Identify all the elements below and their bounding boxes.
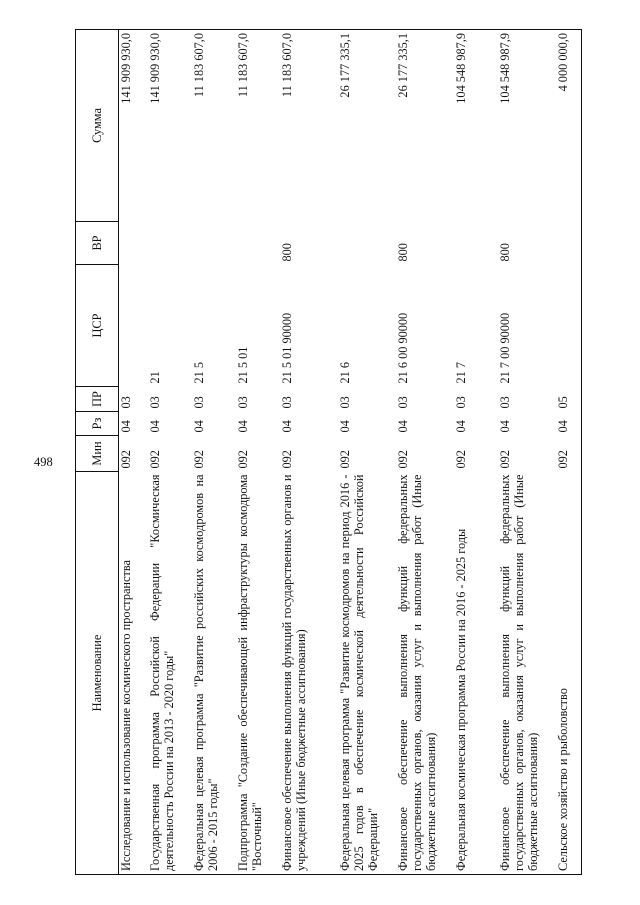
row-pr: 03 xyxy=(191,396,206,409)
row-name: Финансовое обеспечение выполнения функций федеральных государственных органов, оказания услуг и выполнения работ (Иные бюджетные ассигнования) xyxy=(498,472,556,875)
row-min: 092 xyxy=(147,450,162,469)
row-sum: 26 177 335,1 xyxy=(396,30,454,222)
row-min: 092 xyxy=(497,450,512,469)
header-vr: ВР xyxy=(76,222,119,265)
row-name: Федеральная целевая программа "Развитие российских космодромов на 2006 - 2015 годы" xyxy=(192,472,236,875)
row-vr xyxy=(236,222,280,265)
row-vr xyxy=(148,222,192,265)
table-row xyxy=(119,30,148,875)
row-sum: 11 183 607,0 xyxy=(280,30,338,222)
row-sum: 11 183 607,0 xyxy=(236,30,280,222)
table-row xyxy=(556,30,582,875)
row-vr: 800 xyxy=(497,243,512,262)
row-pr: 03 xyxy=(453,396,468,409)
row-pr: 03 xyxy=(337,396,352,409)
row-name: Федеральная целевая программа "Развитие космодромов на период 2016 - 2025 годов в обеспечение космической деятельности Российской Федерации" xyxy=(338,472,396,875)
table-row xyxy=(192,30,236,875)
row-min: 092 xyxy=(191,450,206,469)
row-csr: 21 7 00 90000 xyxy=(497,312,512,384)
row-rz: 04 xyxy=(395,420,410,433)
rotated-table-container xyxy=(75,30,590,875)
row-name: Государственная программа Российской Федерации "Космическая деятельность России на 2013 - 2020 годы" xyxy=(148,472,192,875)
row-pr: 03 xyxy=(497,396,512,409)
row-min: 092 xyxy=(337,450,352,469)
table-row xyxy=(338,30,396,875)
table-row xyxy=(454,30,498,875)
row-name: Федеральная космическая программа России на 2016 - 2025 годы xyxy=(454,472,498,875)
header-sum: Сумма xyxy=(76,30,119,222)
budget-table xyxy=(75,29,582,875)
row-sum: 4 000 000,0 xyxy=(556,30,582,222)
row-vr xyxy=(338,222,396,265)
row-csr xyxy=(556,265,582,387)
row-rz: 04 xyxy=(119,420,133,433)
row-vr: 800 xyxy=(395,243,410,262)
page-number: 498 xyxy=(34,455,53,469)
row-name: Подпрограмма "Создание обеспечивающей инфраструктуры космодрома "Восточный" xyxy=(236,472,280,875)
table-row xyxy=(148,30,192,875)
header-csr: ЦСР xyxy=(76,265,119,387)
header-pr: ПР xyxy=(76,387,119,412)
row-rz: 04 xyxy=(235,420,250,433)
row-rz: 04 xyxy=(453,420,468,433)
row-name: Финансовое обеспечение выполнения функций федеральных государственных органов, оказания услуг и выполнения работ (Иные бюджетные ассигнования) xyxy=(396,472,454,875)
row-min: 092 xyxy=(453,450,468,469)
row-csr: 21 xyxy=(147,371,162,384)
header-rz: Рз xyxy=(76,412,119,436)
row-csr: 21 6 00 90000 xyxy=(395,312,410,384)
row-rz: 04 xyxy=(556,412,582,436)
row-sum: 141 909 930,0 xyxy=(148,30,192,222)
header-name: Наименование xyxy=(76,472,119,875)
row-csr: 21 6 xyxy=(337,361,352,384)
header-row xyxy=(76,30,119,875)
row-sum: 104 548 987,9 xyxy=(498,30,556,222)
table-row xyxy=(396,30,454,875)
row-vr xyxy=(192,222,236,265)
row-vr: 800 xyxy=(279,243,294,262)
row-rz: 04 xyxy=(497,420,512,433)
row-csr: 21 5 xyxy=(191,361,206,384)
table-row xyxy=(236,30,280,875)
row-rz: 04 xyxy=(191,420,206,433)
table-row xyxy=(280,30,338,875)
row-pr: 05 xyxy=(556,387,582,412)
table-row xyxy=(498,30,556,875)
row-sum: 104 548 987,9 xyxy=(454,30,498,222)
row-vr xyxy=(556,222,582,265)
row-sum: 26 177 335,1 xyxy=(338,30,396,222)
row-min: 092 xyxy=(279,450,294,469)
row-sum: 11 183 607,0 xyxy=(192,30,236,222)
row-sum: 141 909 930,0 xyxy=(119,30,148,222)
row-pr: 03 xyxy=(395,396,410,409)
row-min: 092 xyxy=(119,450,133,469)
row-rz: 04 xyxy=(147,420,162,433)
row-csr: 21 5 01 xyxy=(235,346,250,384)
row-vr xyxy=(454,222,498,265)
row-csr: 21 5 01 90000 xyxy=(279,312,294,384)
row-min: 092 xyxy=(235,450,250,469)
row-pr: 03 xyxy=(119,396,133,409)
row-min: 092 xyxy=(395,450,410,469)
row-csr xyxy=(119,265,148,387)
row-csr: 21 7 xyxy=(453,361,468,384)
row-name: Финансовое обеспечение выполнения функций государственных органов и учреждений (Иные бюджетные ассигнования) xyxy=(280,472,338,875)
row-pr: 03 xyxy=(147,396,162,409)
header-min: Мин xyxy=(76,436,119,472)
row-name: Сельское хозяйство и рыболовство xyxy=(556,472,582,875)
row-rz: 04 xyxy=(337,420,352,433)
row-rz: 04 xyxy=(279,420,294,433)
row-pr: 03 xyxy=(279,396,294,409)
row-pr: 03 xyxy=(235,396,250,409)
row-vr xyxy=(119,222,148,265)
row-name: Исследование и использование космического пространства xyxy=(119,472,148,875)
row-min: 092 xyxy=(556,436,582,472)
